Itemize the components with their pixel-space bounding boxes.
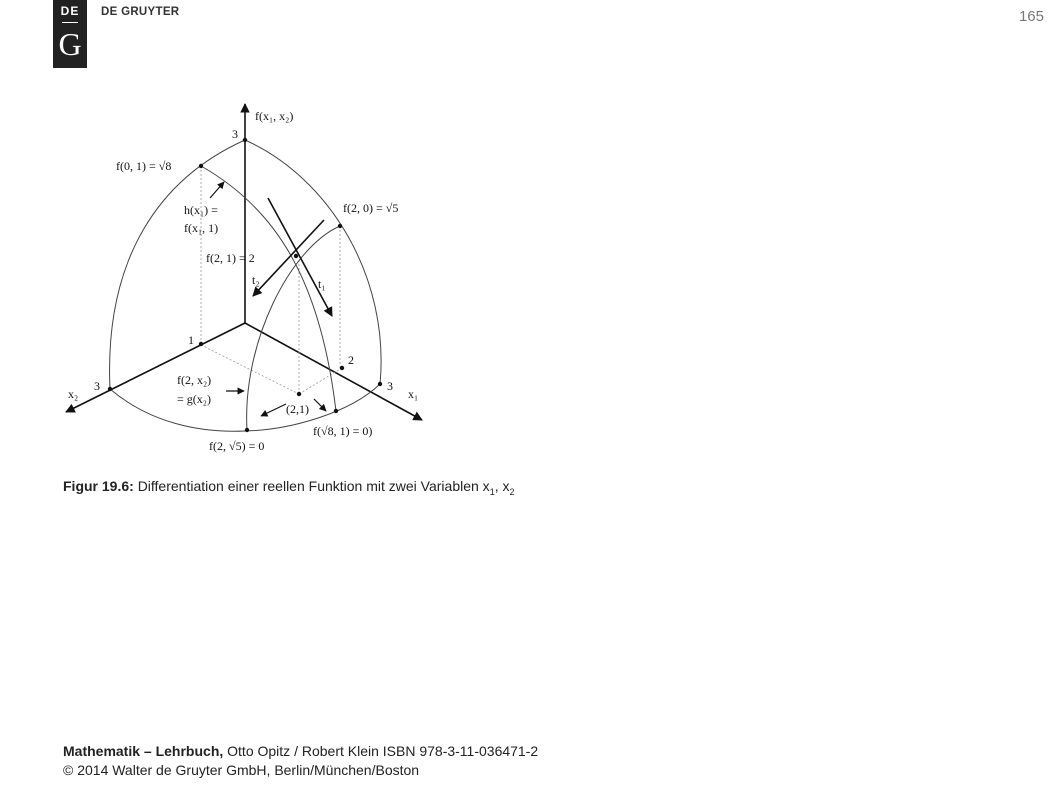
figure-3d-function	[60, 98, 440, 460]
x1-axis	[245, 323, 422, 420]
label-point21: (2,1)	[286, 402, 309, 416]
label-tick-1: 1	[188, 333, 194, 347]
label-tick-3-top: 3	[232, 127, 238, 141]
label-f-axis: f(x₁, x₂)	[255, 109, 294, 123]
tangent-t1	[268, 198, 332, 316]
logo-de-text: DE	[60, 4, 80, 18]
caption-sep: , x	[494, 478, 510, 494]
logo-g-text: G	[58, 26, 82, 62]
figure-svg	[60, 98, 440, 460]
footer-isbn: Otto Opitz / Robert Klein ISBN 978-3-11-036471-2	[223, 743, 539, 759]
caption-label: Figur 19.6:	[63, 478, 134, 494]
x2-axis	[66, 323, 245, 412]
publisher-name: DE GRUYTER	[101, 6, 180, 18]
footer-copyright: © 2014 Walter de Gruyter GmbH, Berlin/München/Boston	[63, 762, 420, 778]
h-pointer-arrow	[210, 182, 224, 198]
footer-title: Mathematik – Lehrbuch,	[63, 743, 224, 759]
label-t2: t₂	[252, 273, 260, 287]
footer-line-1	[63, 742, 538, 761]
label-g-def-1: f(2, x₂)	[177, 373, 212, 387]
point-pointer-left	[261, 404, 286, 416]
publisher-logo	[53, 0, 87, 68]
caption-sub1: 1	[489, 486, 495, 497]
logo-divider	[62, 22, 78, 23]
label-g-def-2: = g(x₂)	[177, 392, 211, 406]
h-curve	[201, 166, 336, 411]
page-footer	[63, 742, 538, 780]
label-tick-3-x1: 3	[387, 379, 393, 393]
g-curve	[247, 226, 340, 430]
label-x1-axis: x₁	[408, 387, 419, 401]
label-t1: t₁	[318, 277, 326, 291]
point-pointer-right	[314, 399, 326, 411]
label-f2s5: f(2, √5) = 0	[209, 439, 265, 453]
label-h-def-1: h(x₁) =	[184, 203, 218, 217]
label-tick-3-x2: 3	[94, 379, 100, 393]
label-x2-axis: x₂	[68, 387, 79, 401]
tangent-t2	[253, 220, 324, 296]
caption-text: Differentiation einer reellen Funktion mit zwei Variablen x	[137, 478, 490, 494]
label-h-def-2: f(x₁, 1)	[184, 221, 219, 235]
label-f20: f(2, 0) = √5	[343, 201, 399, 215]
label-f01: f(0, 1) = √8	[116, 159, 172, 173]
page-number: 165	[1018, 8, 1044, 25]
label-fs81: f(√8, 1) = 0)	[313, 424, 373, 438]
label-f21: f(2, 1) = 2	[206, 251, 255, 265]
caption-sub2: 2	[509, 486, 515, 497]
label-tick-2: 2	[348, 353, 354, 367]
figure-caption	[63, 478, 515, 497]
